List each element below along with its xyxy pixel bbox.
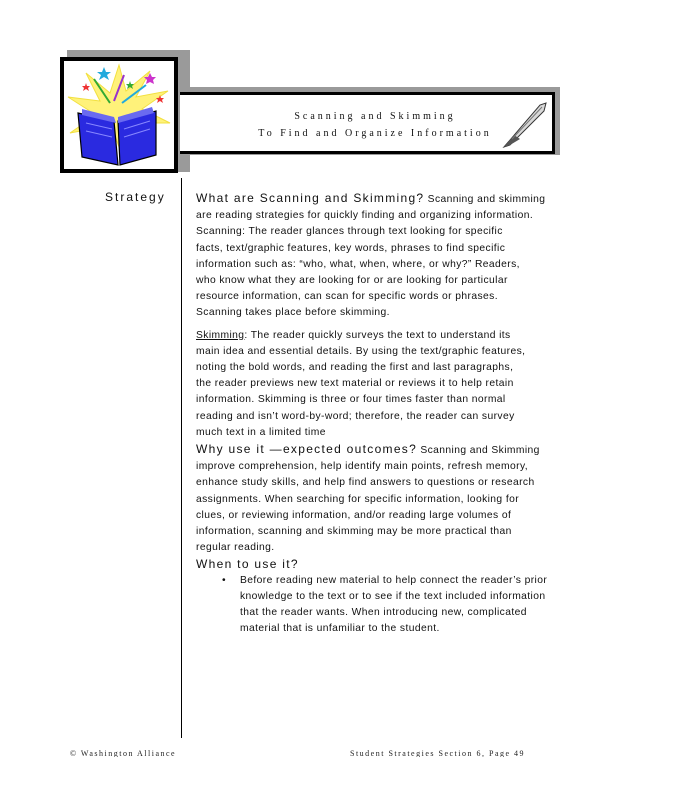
section2-body: Scanning and Skimming improve comprehension, help identify main points, refresh memory, enhance study skills, and help find answers to questions or research assignments. When searching for specific information, looking for clues, or reviewing information, and/or reading large volumes of information, scanning and skimming may be more practical than regular reading. bbox=[196, 445, 540, 554]
section2-heading: Why use it —expected outcomes? bbox=[196, 442, 418, 457]
section3-heading: When to use it? bbox=[196, 557, 299, 572]
section2-paragraph bbox=[196, 441, 548, 556]
footer-right: Student Strategies Section 6, Page 49 bbox=[350, 749, 526, 757]
main-content bbox=[196, 190, 548, 637]
section1-intro: Scanning and skimming are reading strategies for quickly finding and organizing information. bbox=[196, 194, 546, 222]
list-item bbox=[222, 573, 552, 638]
footer-left: © Washington Alliance bbox=[70, 749, 177, 757]
open-book-icon bbox=[64, 61, 174, 169]
skimming-term: Skimming bbox=[196, 329, 245, 341]
section1-heading: What are Scanning and Skimming? bbox=[196, 191, 425, 205]
banner-title-line1: Scanning and Skimming bbox=[294, 111, 456, 122]
skimming-paragraph bbox=[196, 328, 526, 441]
sidebar-label: Strategy bbox=[105, 190, 166, 204]
bullet-icon: • bbox=[222, 574, 227, 586]
book-illustration bbox=[60, 57, 178, 173]
quill-pen-icon bbox=[500, 99, 548, 151]
skimming-text: : The reader quickly surveys the text to understand its main idea and essential details. By using the text/graphic features, noting the bold words, and reading the first and last paragraphs, the reader previews new text material or reviews it to help retain information. Skimming is three or four times faster than normal reading and isn’t word-by-word; therefore, the reader can survey much text in a limited time bbox=[196, 329, 526, 438]
scanning-paragraph: Scanning: The reader glances through text looking for specific facts, text/graphic features, key words, phrases to find specific information such as: “who, what, when, where, or why?” Readers, who know what they are looking for or are looking for particular resource information, can scan for specific words or phrases. Scanning takes place before skimming. bbox=[196, 226, 520, 319]
bullet-text: Before reading new material to help connect the reader’s prior knowledge to the text or to see if the text included information that the reader wants. When introducing new, complicated material that is unfamiliar to the student. bbox=[240, 574, 548, 635]
column-divider bbox=[181, 178, 182, 738]
banner-title-line2: To Find and Organize Information bbox=[258, 128, 492, 139]
title-banner bbox=[180, 92, 555, 154]
section1-paragraph bbox=[196, 190, 548, 224]
